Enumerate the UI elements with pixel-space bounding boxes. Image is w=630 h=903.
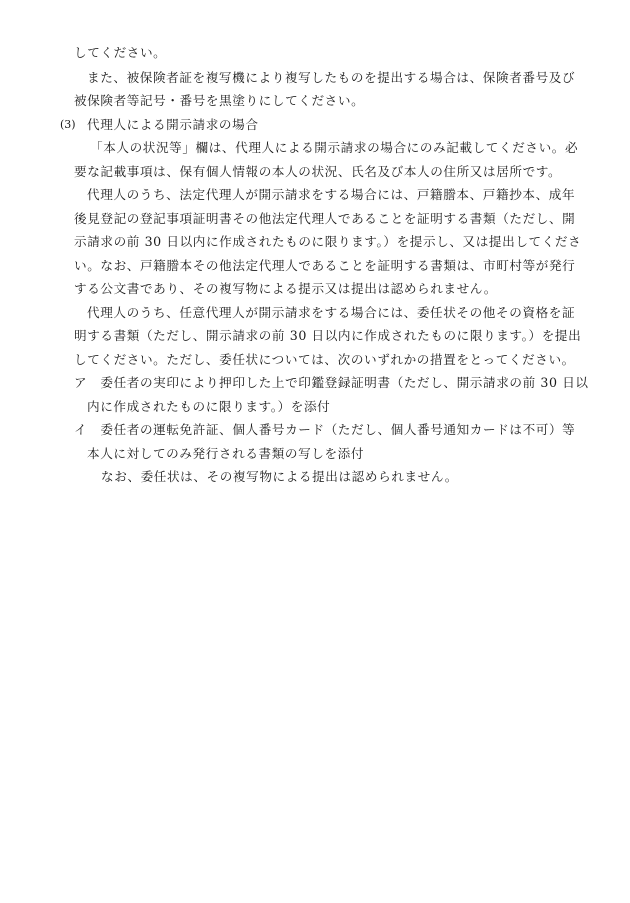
text-line: してください。ただし、委任状については、次のいずれかの措置をとってください。 (74, 352, 575, 367)
text-line: 「本人の状況等」欄は、代理人による開示請求の場合にのみ記載してください。必 (90, 140, 579, 155)
text-line: 要な記載事項は、保有個人情報の本人の状況、氏名及び本人の住所又は居所です。 (74, 164, 562, 179)
list-item-a-continued: 内に作成されたものに限ります。）を添付 (87, 399, 331, 414)
text-line: する公文書であり、その複写物による提示又は提出は認められません。 (74, 281, 497, 296)
list-item-i-continued: 本人に対してのみ発行される書類の写しを添付 (87, 446, 365, 461)
text-line: なお、委任状は、その複写物による提出は認められません。 (101, 469, 458, 484)
text-line: 明する書類（ただし、開示請求の前 30 日以内に作成されたものに限ります。）を提出 (74, 328, 582, 343)
text-line: 被保険者等記号・番号を黒塗りにしてください。 (74, 93, 365, 108)
text-line: 代理人のうち、法定代理人が開示請求をする場合には、戸籍謄本、戸籍抄本、成年 (87, 187, 576, 202)
section-number: (3) (60, 118, 76, 131)
list-item-i: イ 委任者の運転免許証、個人番号カード（ただし、個人番号通知カードは不可）等 (74, 422, 576, 437)
text-line: い。なお、戸籍謄本その他法定代理人であることを証明する書類は、市町村等が発行 (74, 258, 576, 273)
text-line: してください。 (74, 45, 167, 60)
section-title: 代理人による開示請求の場合 (87, 117, 259, 132)
text-line: 後見登記の登記事項証明書その他法定代理人であることを証明する書類（ただし、開 (74, 211, 576, 226)
list-item-a: ア 委任者の実印により押印した上で印鑑登録証明書（ただし、開示請求の前 30 日以 (74, 375, 589, 390)
text-line: 代理人のうち、任意代理人が開示請求をする場合には、委任状その他その資格を証 (87, 305, 576, 320)
text-line: また、被保険者証を複写機により複写したものを提出する場合は、保険者番号及び (87, 70, 576, 85)
text-line: 示請求の前 30 日以内に作成されたものに限ります。）を提示し、又は提出してくださ (74, 234, 582, 249)
